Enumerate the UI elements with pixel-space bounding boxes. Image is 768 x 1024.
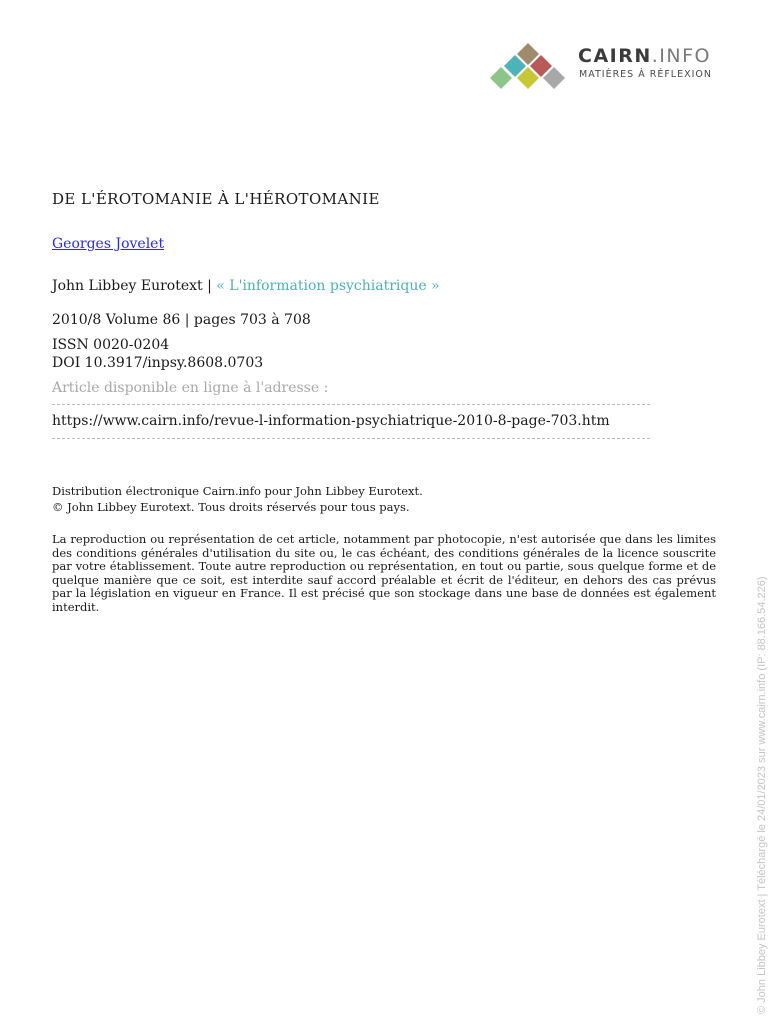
copyright-notice: © John Libbey Eurotext. Tous droits réservés pour tous pays. [52, 500, 410, 514]
issn: ISSN 0020-0204 [52, 337, 170, 353]
brand-name-suffix: .INFO [651, 45, 711, 67]
article-url[interactable]: https://www.cairn.info/revue-l-information-psychiatrique-2010-8-page-703.htm [52, 413, 610, 429]
article-title: DE L'ÉROTOMANIE À L'HÉROTOMANIE [52, 190, 380, 208]
url-divider-bottom [52, 438, 650, 439]
distribution-notice: Distribution électronique Cairn.info pour John Libbey Eurotext. [52, 484, 423, 498]
download-stamp: © John Libbey Eurotext | Téléchargé le 24/01/2023 sur www.cairn.info (IP: 88.166.54.226) [756, 576, 768, 1014]
cairn-diamond-icon [488, 42, 570, 92]
publisher-line [52, 278, 440, 294]
url-divider-top [52, 404, 650, 405]
available-label: Article disponible en ligne à l'adresse : [52, 380, 329, 396]
issue-info: 2010/8 Volume 86 | pages 703 à 708 [52, 312, 311, 328]
legal-notice: La reproduction ou représentation de cet article, notamment par photocopie, n'est autorisée que dans les limites des conditions générales d'utilisation du site ou, le cas échéant, des conditions générales de la licence souscrite par votre établissement. Toute autre reproduction ou représentation, en tout ou partie, sous quelque forme et de quelque manière que ce soit, est interdite sauf accord préalable et écrit de l'éditeur, en dehors des cas prévus par la législation en vigueur en France. Il est précisé que son stockage dans une base de données est également interdit. [52, 532, 716, 614]
publisher-name: John Libbey Eurotext | [52, 278, 217, 294]
journal-link[interactable]: « L'information psychiatrique » [216, 278, 440, 294]
cairn-logo[interactable] [488, 42, 728, 92]
doi: DOI 10.3917/inpsy.8608.0703 [52, 355, 264, 371]
brand-tagline: MATIÈRES À RÉFLEXION [579, 69, 712, 80]
brand-name-main: CAIRN [578, 45, 652, 67]
brand-name [578, 45, 711, 67]
author-link[interactable]: Georges Jovelet [52, 236, 165, 252]
